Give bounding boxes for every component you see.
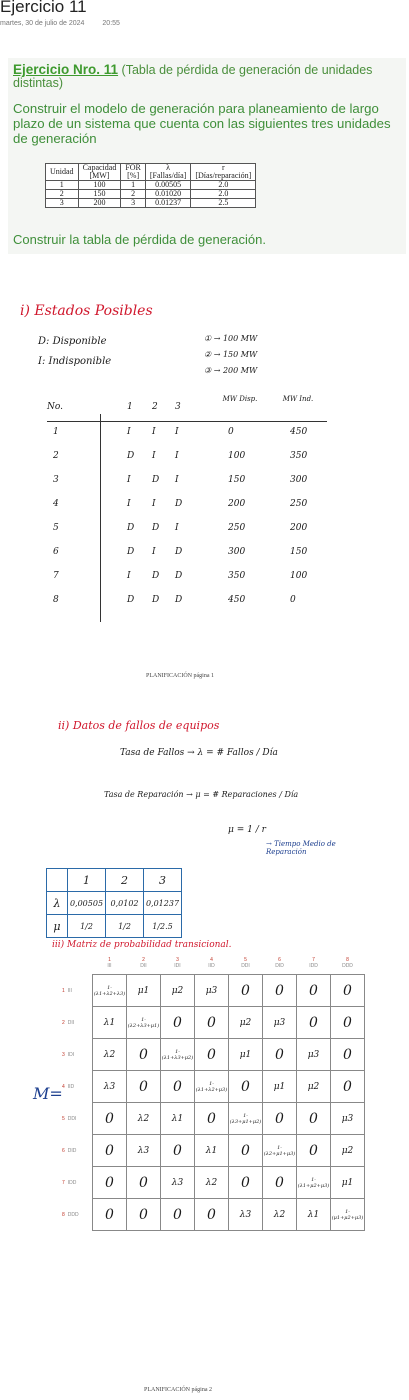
- page-time: 20:55: [102, 20, 120, 27]
- matrix-cell: 0: [229, 1135, 263, 1167]
- table-cell: 0.01020: [145, 190, 190, 199]
- matrix-row-header: [62, 1135, 93, 1167]
- table-row: [47, 869, 182, 892]
- matrix-cell: 0: [297, 975, 331, 1007]
- states-header-unit1: 1: [127, 402, 133, 412]
- matrix-col-header: [297, 952, 331, 975]
- table-cell: 300: [228, 547, 246, 557]
- matrix-label: M=: [33, 1084, 63, 1103]
- table-cell: 2.0: [191, 190, 256, 199]
- matrix-cell: 0: [229, 1167, 263, 1199]
- table-cell: 250: [228, 523, 246, 533]
- table-cell: 2: [121, 190, 146, 199]
- matrix-col-header: [263, 952, 297, 975]
- table-cell: 350: [290, 451, 308, 461]
- states-header-unit3: 3: [175, 402, 181, 412]
- matrix-row: [62, 1103, 365, 1135]
- table-cell: 3: [46, 199, 79, 208]
- table-cell: 2.5: [191, 199, 256, 208]
- unit-1-capacity: ① → 100 MW: [204, 334, 258, 343]
- matrix-cell: λ2: [93, 1039, 127, 1071]
- matrix-cell: 0: [263, 1103, 297, 1135]
- matrix-cell: μ1: [229, 1039, 263, 1071]
- table-cell: 8: [53, 595, 59, 605]
- table-cell: 150: [78, 190, 121, 199]
- table-cell: 0: [290, 595, 296, 605]
- table-cell: I: [152, 547, 156, 557]
- matrix-cell: λ2: [263, 1199, 297, 1231]
- matrix-col-header: [161, 952, 195, 975]
- matrix-cell: 0: [93, 1135, 127, 1167]
- table-cell: I: [175, 475, 179, 485]
- header-for: FOR [%]: [121, 164, 146, 181]
- legend-disponible: D: Disponible: [38, 336, 107, 347]
- table-cell: D: [152, 475, 160, 485]
- matrix-row: [62, 1039, 365, 1071]
- table-cell: D: [127, 547, 135, 557]
- matrix-col-number: 1: [108, 957, 111, 963]
- matrix-col-state: III: [107, 963, 112, 969]
- matrix-col-header: [195, 952, 229, 975]
- matrix-col-state: DID: [275, 963, 284, 969]
- table-cell: 450: [228, 595, 246, 605]
- matrix-row-number: 2: [62, 1019, 65, 1026]
- table-cell: 3: [144, 869, 182, 892]
- matrix-cell: 1-(λ1+λ2+λ3): [93, 975, 127, 1007]
- matrix-cell: λ1: [297, 1199, 331, 1231]
- legend-indisponible: I: Indisponible: [38, 356, 112, 367]
- table-cell: D: [127, 451, 135, 461]
- matrix-row-state: DDI: [67, 1115, 77, 1122]
- matrix-col-header: [331, 952, 365, 975]
- matrix-col-state: DII: [140, 963, 147, 969]
- table-cell: 4: [53, 499, 59, 509]
- matrix-cell: 1-(λ1+μ2+μ3): [297, 1167, 331, 1199]
- table-cell: 6: [53, 547, 59, 557]
- matrix-corner: [62, 952, 93, 975]
- page-footer-2: PLANIFICACIÓN página 2: [144, 1387, 212, 1393]
- table-cell: 1/2.5: [144, 915, 182, 938]
- matrix-row-header: [62, 1167, 93, 1199]
- matrix-cell: 0: [229, 975, 263, 1007]
- states-vertical-rule: [100, 414, 101, 622]
- matrix-row-header: [62, 1103, 93, 1135]
- table-cell: [47, 869, 68, 892]
- table-cell: I: [175, 451, 179, 461]
- mu-note: → Tiempo Medio de Reparación: [266, 840, 336, 856]
- table-cell: 100: [228, 451, 246, 461]
- matrix-col-header: [93, 952, 127, 975]
- matrix-row: [62, 1007, 365, 1039]
- exercise-paragraph: Construir el modelo de generación para planeamiento de largo plazo de un sistema que cuenta con las siguientes tres unidades de generación: [13, 101, 391, 146]
- header-r: r [Días/reparación]: [191, 164, 256, 181]
- matrix-cell: 0: [263, 975, 297, 1007]
- exercise-heading-bold: Ejercicio Nro. 11: [13, 62, 119, 77]
- matrix-col-state: IDI: [174, 963, 181, 969]
- matrix-col-number: 5: [244, 957, 247, 963]
- matrix-cell: λ3: [229, 1199, 263, 1231]
- matrix-header-row: [62, 952, 365, 975]
- matrix-cell: μ3: [195, 975, 229, 1007]
- matrix-cell: 0: [297, 1007, 331, 1039]
- table-cell: 0: [228, 427, 234, 437]
- matrix-col-number: 8: [346, 957, 349, 963]
- table-cell: I: [152, 427, 156, 437]
- states-header-mw-ind: MW Ind.: [282, 395, 314, 403]
- table-cell: 200: [228, 499, 246, 509]
- matrix-cell: 1-(λ1+λ3+μ2): [161, 1039, 195, 1071]
- table-cell: 1: [53, 427, 59, 437]
- table-cell: 1: [121, 181, 146, 190]
- table-cell: 1/2: [68, 915, 106, 938]
- matrix-cell: 1-(λ1+λ2+μ3): [195, 1071, 229, 1103]
- unit-3-capacity: ③ → 200 MW: [204, 366, 258, 375]
- matrix-cell: μ3: [297, 1039, 331, 1071]
- table-cell: 2: [46, 190, 79, 199]
- transition-matrix: [62, 952, 365, 1231]
- table-cell: 100: [290, 571, 308, 581]
- exercise-instruction: Construir la tabla de pérdida de generación.: [13, 232, 266, 247]
- table-cell: 300: [290, 475, 308, 485]
- matrix-row-state: DDD: [67, 1211, 79, 1218]
- mu-formula: μ = 1 / r: [228, 825, 266, 835]
- states-header-rule: [47, 421, 327, 422]
- table-cell: 3: [53, 475, 59, 485]
- table-cell: 200: [290, 523, 308, 533]
- matrix-cell: 0: [127, 1199, 161, 1231]
- matrix-cell: 0: [161, 1007, 195, 1039]
- matrix-col-number: 2: [142, 957, 145, 963]
- matrix-row-number: 6: [62, 1147, 65, 1154]
- table-cell: D: [127, 523, 135, 533]
- page-date: martes, 30 de julio de 2024: [0, 20, 85, 27]
- matrix-row-state: DID: [67, 1147, 77, 1154]
- matrix-col-header: [127, 952, 161, 975]
- table-header-row: [46, 164, 256, 181]
- table-cell: 100: [78, 181, 121, 190]
- matrix-cell: 0: [161, 1135, 195, 1167]
- generation-units-table: [45, 163, 256, 208]
- matrix-cell: λ3: [161, 1167, 195, 1199]
- matrix-cell: μ3: [331, 1103, 365, 1135]
- matrix-row-number: 5: [62, 1115, 65, 1122]
- matrix-cell: 0: [161, 1071, 195, 1103]
- matrix-cell: μ3: [263, 1007, 297, 1039]
- repair-rate-formula: Tasa de Reparación → μ = # Reparaciones / Día: [104, 790, 299, 799]
- matrix-cell: 1-(μ1+μ2+μ3): [331, 1199, 365, 1231]
- matrix-cell: 0: [229, 1071, 263, 1103]
- states-header-unit2: 2: [152, 402, 158, 412]
- matrix-cell: λ2: [195, 1167, 229, 1199]
- matrix-cell: λ1: [93, 1007, 127, 1039]
- matrix-cell: μ1: [263, 1071, 297, 1103]
- matrix-cell: 0: [93, 1167, 127, 1199]
- table-cell: 3: [121, 199, 146, 208]
- matrix-row-number: 7: [62, 1179, 65, 1186]
- table-cell: I: [152, 499, 156, 509]
- table-cell: D: [152, 523, 160, 533]
- matrix-cell: 0: [195, 1039, 229, 1071]
- exercise-heading-rest: (Tabla de pérdida de generación de unidades distintas): [13, 63, 373, 90]
- table-cell: 350: [228, 571, 246, 581]
- matrix-row: [62, 1199, 365, 1231]
- matrix-col-number: 6: [278, 957, 281, 963]
- matrix-col-number: 4: [210, 957, 213, 963]
- header-unidad: Unidad: [46, 164, 79, 181]
- matrix-row: [62, 1167, 365, 1199]
- matrix-cell: λ1: [195, 1135, 229, 1167]
- table-cell: 1: [46, 181, 79, 190]
- matrix-cell: 0: [263, 1039, 297, 1071]
- section3-title: iii) Matriz de probabilidad transicional.: [52, 940, 232, 950]
- table-cell: 150: [290, 547, 308, 557]
- matrix-cell: λ3: [127, 1135, 161, 1167]
- matrix-col-number: 7: [312, 957, 315, 963]
- matrix-cell: μ2: [297, 1071, 331, 1103]
- matrix-cell: 0: [297, 1103, 331, 1135]
- states-header-no: No.: [47, 402, 63, 412]
- matrix-row-number: 8: [62, 1211, 65, 1218]
- matrix-cell: 0: [195, 1199, 229, 1231]
- matrix-cell: 0: [263, 1167, 297, 1199]
- table-cell: I: [127, 499, 131, 509]
- page-footer-1: PLANIFICACIÓN página 1: [146, 673, 214, 679]
- matrix-cell: 1-(λ3+μ1+μ2): [229, 1103, 263, 1135]
- matrix-cell: 0: [93, 1103, 127, 1135]
- table-cell: 450: [290, 427, 308, 437]
- matrix-cell: 0: [195, 1007, 229, 1039]
- table-cell: I: [175, 427, 179, 437]
- failure-rate-formula: Tasa de Fallos → λ = # Fallos / Día: [120, 748, 278, 758]
- matrix-col-number: 3: [176, 957, 179, 963]
- table-cell: 0.00505: [145, 181, 190, 190]
- matrix-cell: 0: [127, 1039, 161, 1071]
- table-cell: 0,0102: [106, 892, 144, 915]
- table-cell: I: [127, 475, 131, 485]
- table-cell: 5: [53, 523, 59, 533]
- matrix-row-header: [62, 1039, 93, 1071]
- table-cell: λ: [47, 892, 68, 915]
- matrix-row: [62, 975, 365, 1007]
- table-cell: 1/2: [106, 915, 144, 938]
- matrix-row-header: [62, 975, 93, 1007]
- matrix-cell: 0: [161, 1199, 195, 1231]
- matrix-cell: λ3: [93, 1071, 127, 1103]
- table-cell: D: [152, 571, 160, 581]
- table-row: [47, 892, 182, 915]
- section1-title: i) Estados Posibles: [20, 303, 153, 319]
- header-lambda: λ [Fallas/día]: [145, 164, 190, 181]
- table-cell: 2.0: [191, 181, 256, 190]
- table-cell: 1: [68, 869, 106, 892]
- matrix-cell: 0: [127, 1167, 161, 1199]
- matrix-row-header: [62, 1007, 93, 1039]
- matrix-row-state: IID: [67, 1083, 75, 1090]
- matrix-row-number: 4: [62, 1083, 65, 1090]
- matrix-cell: 0: [297, 1135, 331, 1167]
- table-cell: I: [127, 571, 131, 581]
- matrix-cell: 0: [331, 1039, 365, 1071]
- matrix-cell: 1-(λ2+μ1+μ3): [263, 1135, 297, 1167]
- matrix-row-number: 3: [62, 1051, 65, 1058]
- table-cell: 2: [53, 451, 59, 461]
- header-capacidad: Capacidad [MW]: [78, 164, 121, 181]
- page-meta: [0, 20, 136, 27]
- lambda-mu-table: [46, 868, 182, 938]
- matrix-row: [62, 1071, 365, 1103]
- matrix-cell: 1-(λ2+λ3+μ1): [127, 1007, 161, 1039]
- table-cell: D: [175, 547, 183, 557]
- matrix-cell: 0: [195, 1103, 229, 1135]
- table-cell: 200: [78, 199, 121, 208]
- table-cell: 0.01237: [145, 199, 190, 208]
- matrix-col-state: DDD: [342, 963, 353, 969]
- table-cell: I: [127, 427, 131, 437]
- table-cell: 250: [290, 499, 308, 509]
- section2-title: ii) Datos de fallos de equipos: [58, 719, 220, 732]
- table-cell: D: [175, 571, 183, 581]
- table-row: [47, 915, 182, 938]
- table-cell: D: [127, 595, 135, 605]
- page-title: Ejercicio 11: [0, 0, 87, 16]
- states-header-mw-disp: MW Disp.: [222, 395, 258, 403]
- table-cell: D: [175, 499, 183, 509]
- matrix-row-header: [62, 1071, 93, 1103]
- table-cell: D: [175, 595, 183, 605]
- table-row: [46, 199, 256, 208]
- table-cell: I: [152, 451, 156, 461]
- matrix-col-state: IID: [208, 963, 215, 969]
- matrix-row-state: IDD: [67, 1179, 77, 1186]
- table-cell: μ: [47, 915, 68, 938]
- unit-2-capacity: ② → 150 MW: [204, 350, 258, 359]
- matrix-row-number: 1: [62, 987, 65, 994]
- table-cell: 7: [53, 571, 59, 581]
- matrix-row-header: [62, 1199, 93, 1231]
- matrix-row-state: IDI: [67, 1051, 75, 1058]
- matrix-cell: 0: [93, 1199, 127, 1231]
- table-cell: 150: [228, 475, 246, 485]
- matrix-cell: 0: [331, 1007, 365, 1039]
- matrix-cell: μ1: [331, 1167, 365, 1199]
- matrix-col-state: IDD: [309, 963, 318, 969]
- matrix-row-state: DII: [67, 1019, 75, 1026]
- matrix-cell: μ2: [229, 1007, 263, 1039]
- matrix-cell: λ1: [161, 1103, 195, 1135]
- table-cell: 2: [106, 869, 144, 892]
- table-cell: 0,01237: [144, 892, 182, 915]
- matrix-row: [62, 1135, 365, 1167]
- matrix-cell: μ2: [331, 1135, 365, 1167]
- table-cell: 0,00505: [68, 892, 106, 915]
- matrix-cell: 0: [127, 1071, 161, 1103]
- matrix-cell: μ2: [161, 975, 195, 1007]
- matrix-row-state: III: [67, 987, 72, 994]
- matrix-cell: 0: [331, 1071, 365, 1103]
- matrix-cell: 0: [331, 975, 365, 1007]
- matrix-cell: μ1: [127, 975, 161, 1007]
- table-cell: D: [152, 595, 160, 605]
- matrix-col-header: [229, 952, 263, 975]
- table-cell: I: [175, 523, 179, 533]
- matrix-col-state: DDI: [241, 963, 250, 969]
- matrix-cell: λ2: [127, 1103, 161, 1135]
- exercise-heading: [13, 63, 403, 90]
